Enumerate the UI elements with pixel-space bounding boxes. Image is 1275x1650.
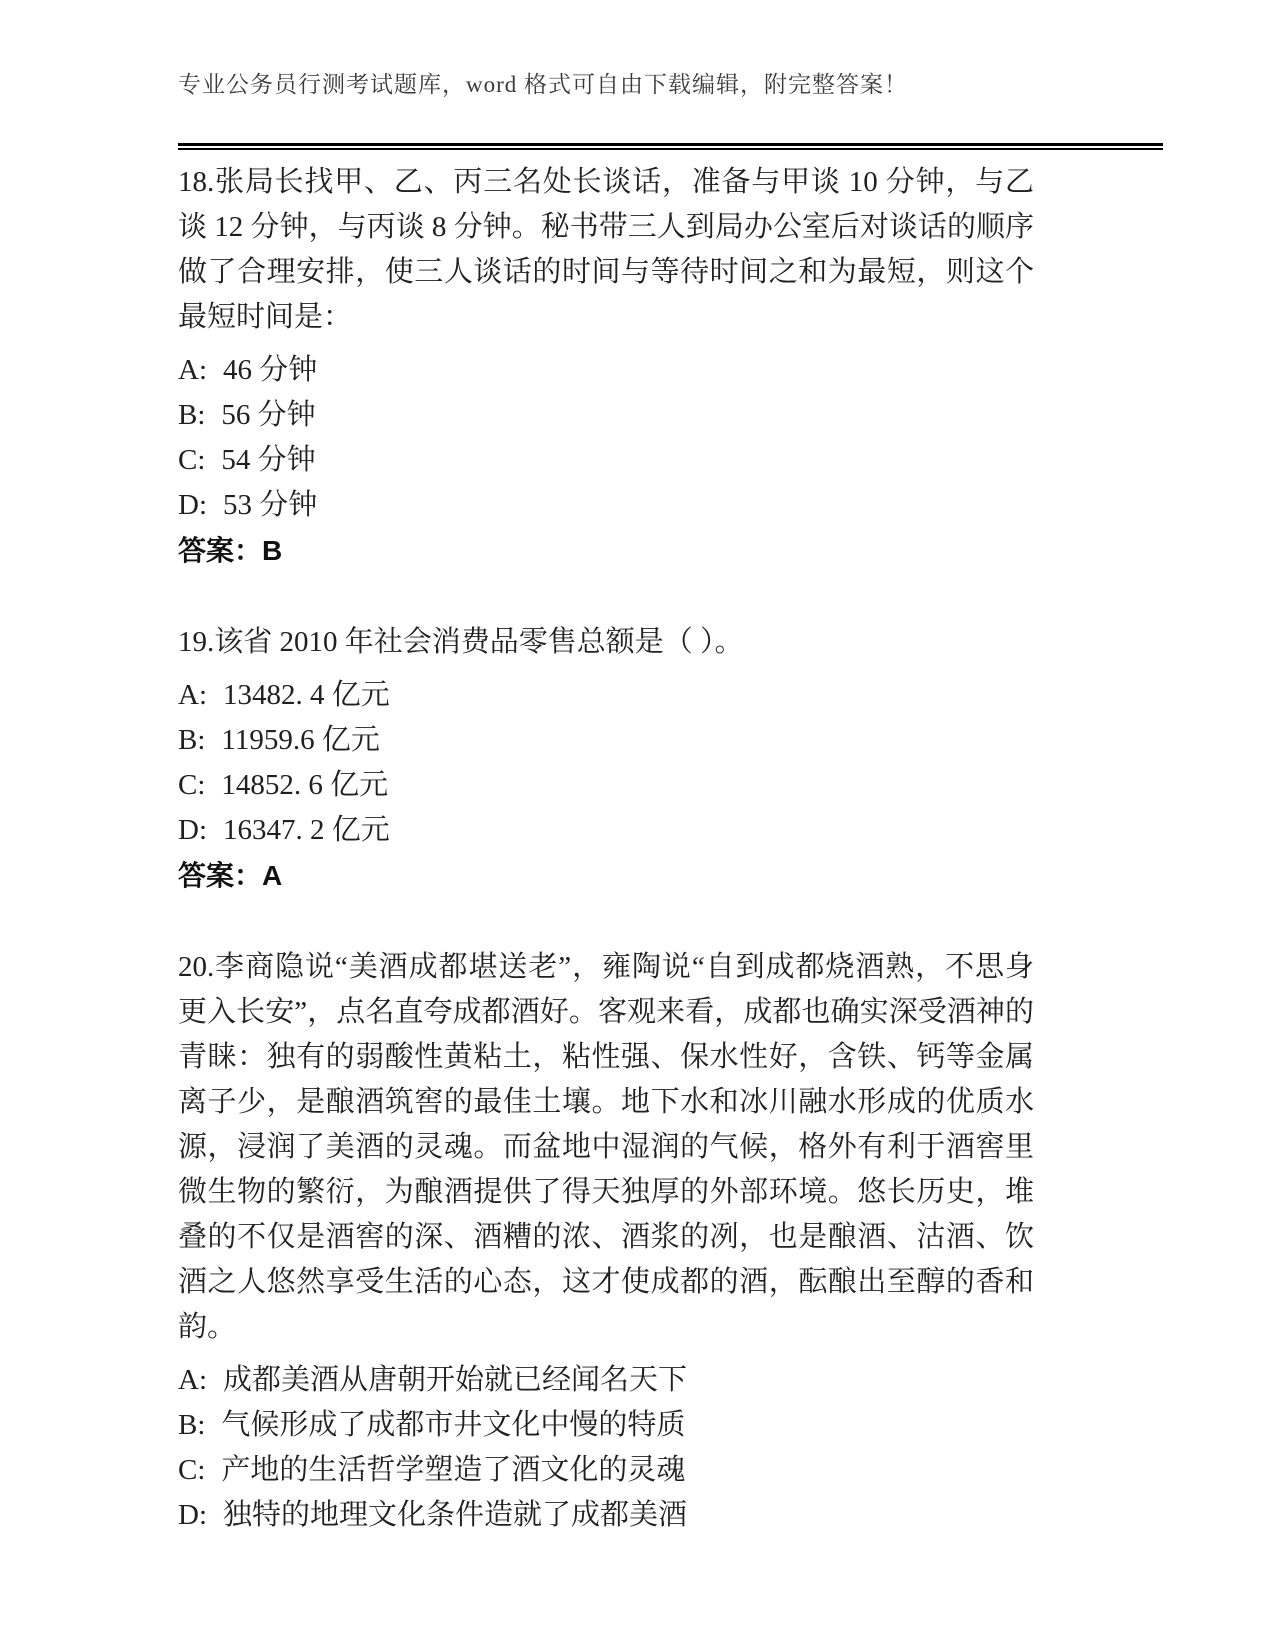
question-18-option-a bbox=[178, 348, 1034, 393]
question-18-stem: 18.张局长找甲、乙、丙三名处长谈话，准备与甲谈 10 分钟，与乙谈 12 分钟，与丙谈 8 分钟。秘书带三人到局办公室后对谈话的顺序做了合理安排，使三人谈话的时间与等待时间之和为最短，则这个最短时间是： bbox=[178, 166, 1034, 333]
option-text: 11959.6 亿元 bbox=[221, 724, 380, 756]
question-18-answer bbox=[178, 528, 1034, 573]
option-label: D: bbox=[178, 489, 207, 521]
option-text: 14852. 6 亿元 bbox=[221, 769, 389, 801]
question-19-option-d bbox=[178, 808, 1034, 853]
question-18 bbox=[178, 160, 1034, 573]
question-20 bbox=[178, 945, 1034, 1538]
option-text: 56 分钟 bbox=[221, 399, 316, 431]
answer-value: B bbox=[262, 535, 283, 566]
option-label: C: bbox=[178, 444, 206, 476]
option-label: B: bbox=[178, 1409, 206, 1441]
document-content bbox=[178, 160, 1034, 1585]
question-18-options bbox=[178, 348, 1034, 528]
answer-label: 答案： bbox=[178, 535, 263, 566]
option-text: 13482. 4 亿元 bbox=[223, 679, 390, 711]
question-18-option-d bbox=[178, 483, 1034, 528]
question-19-option-a bbox=[178, 673, 1034, 718]
question-20-option-d bbox=[178, 1493, 1034, 1538]
question-20-option-b bbox=[178, 1403, 1034, 1448]
option-label: B: bbox=[178, 724, 206, 756]
question-20-option-a bbox=[178, 1358, 1034, 1403]
question-19-stem: 19.该省 2010 年社会消费品零售总额是（ ）。 bbox=[178, 626, 744, 658]
option-label: D: bbox=[178, 814, 207, 846]
header-divider bbox=[178, 143, 1163, 150]
option-label: A: bbox=[178, 679, 207, 711]
option-label: D: bbox=[178, 1499, 207, 1531]
question-19-options bbox=[178, 673, 1034, 853]
answer-value: A bbox=[262, 860, 283, 891]
option-text: 独特的地理文化条件造就了成都美酒 bbox=[223, 1499, 688, 1531]
question-19-option-b bbox=[178, 718, 1034, 763]
header-notice: 专业公务员行测考试题库，word 格式可自由下载编辑，附完整答案！ bbox=[178, 72, 909, 97]
option-text: 成都美酒从唐朝开始就已经闻名天下 bbox=[223, 1364, 688, 1396]
option-text: 16347. 2 亿元 bbox=[223, 814, 390, 846]
question-20-option-c bbox=[178, 1448, 1034, 1493]
answer-label: 答案： bbox=[178, 860, 263, 891]
option-label: C: bbox=[178, 1454, 206, 1486]
option-text: 53 分钟 bbox=[223, 489, 318, 521]
option-text: 产地的生活哲学塑造了酒文化的灵魂 bbox=[221, 1454, 686, 1486]
option-text: 气候形成了成都市井文化中慢的特质 bbox=[221, 1409, 686, 1441]
option-label: C: bbox=[178, 769, 206, 801]
question-20-stem: 20.李商隐说“美酒成都堪送老”，雍陶说“自到成都烧酒熟，不思身更入长安”，点名直夸成都酒好。客观来看，成都也确实深受酒神的青睐：独有的弱酸性黄粘土，粘性强、保水性好，含铁、钙等金属离子少，是酿酒筑窖的最佳土壤。地下水和冰川融水形成的优质水源，浸润了美酒的灵魂。而盆地中湿润的气候，格外有利于酒窖里微生物的繁衍，为酿酒提供了得天独厚的外部环境。悠长历史，堆叠的不仅是酒窖的深、酒糟的浓、酒浆的冽，也是酿酒、沽酒、饮酒之人悠然享受生活的心态，这才使成都的酒，酝酿出至醇的香和韵。 bbox=[178, 951, 1034, 1343]
option-text: 54 分钟 bbox=[221, 444, 316, 476]
option-text: 46 分钟 bbox=[223, 354, 318, 386]
option-label: B: bbox=[178, 399, 206, 431]
question-18-option-b bbox=[178, 393, 1034, 438]
option-label: A: bbox=[178, 354, 207, 386]
question-18-option-c bbox=[178, 438, 1034, 483]
question-19-answer bbox=[178, 853, 1034, 898]
question-19 bbox=[178, 620, 1034, 898]
question-20-options bbox=[178, 1358, 1034, 1538]
question-19-option-c bbox=[178, 763, 1034, 808]
option-label: A: bbox=[178, 1364, 207, 1396]
